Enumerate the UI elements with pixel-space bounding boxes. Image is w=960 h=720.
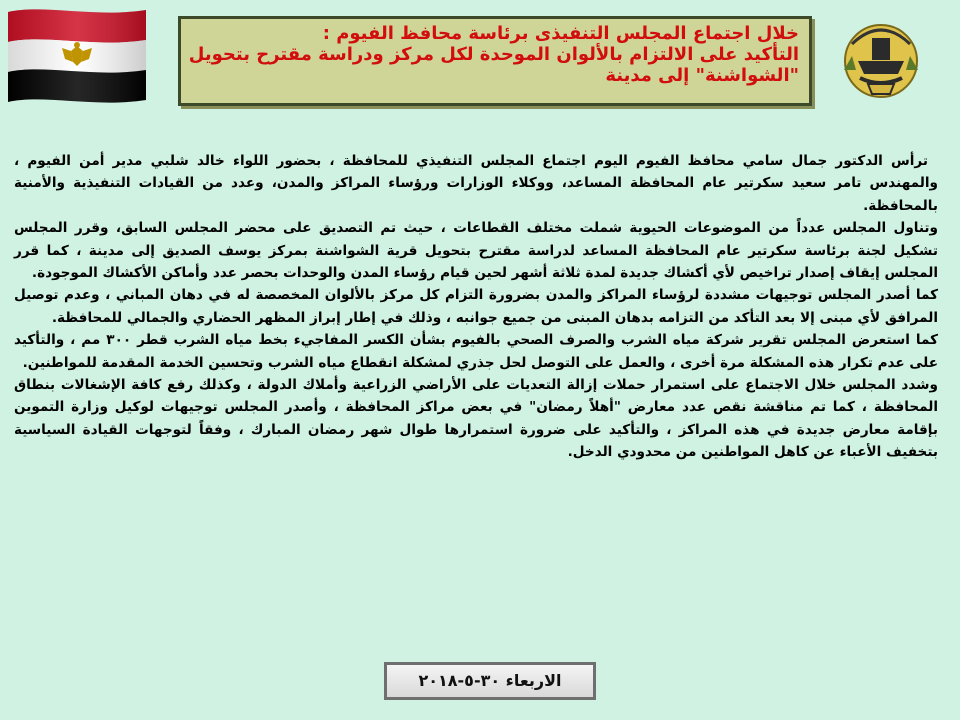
headline-line-3: "الشواشنة" إلى مدينة	[605, 65, 799, 86]
paragraph-4: كما استعرض المجلس تقرير شركة مياه الشرب والصرف الصحي بالفيوم بشأن الكسر المفاجيء بخط مياه الشرب قطر ٣٠٠ مم ، والتأكيد على عدم تكرار هذه المشكلة مرة أخرى ، والعمل على التوصل لحل جذري لمشكلة انقطاع مياه الشرب وتحسين الخدمة المقدمة للمواطنين.	[14, 332, 938, 371]
headline-box	[178, 16, 812, 106]
paragraph-2: وتناول المجلس عدداً من الموضوعات الحيوية شملت مختلف القطاعات ، حيث تم التصديق على محضر المجلس السابق، وقرر المجلس تشكيل لجنة برئاسة سكرتير عام المحافظة المساعد لدراسة مقترح بتحويل قرية الشواشنة بمركز يوسف الصديق إلى مدينة ، كما قرر المجلس إيقاف إصدار تراخيص لأي أكشاك جديدة لمدة ثلاثة أشهر لحين قيام رؤساء المدن والوحدات بحصر عدد وأماكن الأكشاك الموجودة.	[14, 220, 938, 282]
headline-line-1: خلال اجتماع المجلس التنفيذى برئاسة محافظ الفيوم :	[322, 23, 799, 44]
fayoum-emblem-icon	[838, 16, 924, 106]
paragraph-3: كما أصدر المجلس توجيهات مشددة لرؤساء المراكز والمدن بضرورة التزام كل مركز بالألوان المخصصة له في دهان المباني ، وعدم توصيل المرافق لأي مبنى إلا بعد التأكد من التزامه بدهان المبنى من جميع جوانبه ، وذلك في إطار إبراز المظهر الحضاري والجمالي للمحافظة.	[14, 287, 938, 326]
paragraph-1: ترأس الدكتور جمال سامي محافظ الفيوم اليوم اجتماع المجلس التنفيذي للمحافظة ، بحضور اللواء خالد شلبي مدير أمن الفيوم ، والمهندس تامر سعيد سكرتير عام المحافظة المساعد، ووكلاء الوزارات ورؤساء المراكز والمدن، وعدد من القيادات التنفيذية والأمنية بالمحافظة.	[14, 153, 938, 214]
date-label: الاربعاء ٣٠-٥-٢٠١٨	[384, 662, 596, 700]
headline-line-2: التأكيد على الالتزام بالألوان الموحدة لكل مركز ودراسة مقترح بتحويل	[188, 44, 799, 65]
paragraph-5: وشدد المجلس خلال الاجتماع على استمرار حملات إزالة التعديات على الأراضي الزراعية وأملاك الدولة ، وكذلك رفع كافة الإشغالات بنطاق المحافظة ، كما تم مناقشة نقص عدد معارض "أهلاً رمضان" في بعض مراكز المحافظة ، وأصدر المجلس توجيهات لوكيل وزارة التموين بإقامة معارض جديدة في هذه المراكز ، والتأكيد على ضرورة استمرارها طوال شهر رمضان المبارك ، وفقاً لتوجهات القيادة السياسية بتخفيف الأعباء عن كاهل المواطنين من محدودي الدخل.	[14, 377, 938, 461]
egypt-flag-icon	[4, 4, 150, 106]
article-body	[14, 150, 938, 464]
